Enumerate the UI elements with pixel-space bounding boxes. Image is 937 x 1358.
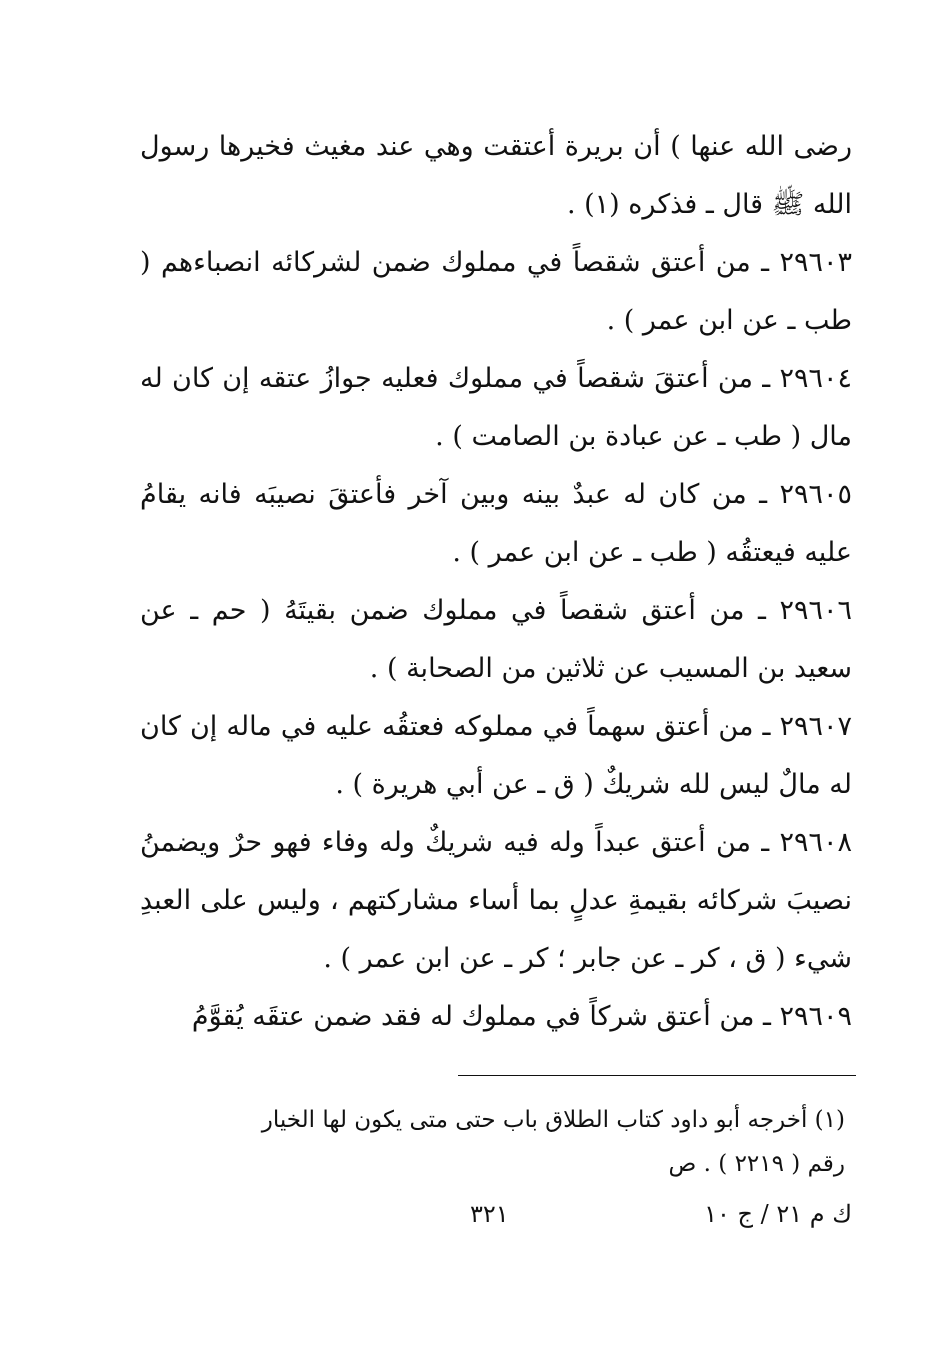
- printer-signature: ك م ٢١ / ج ١٠: [704, 1200, 852, 1228]
- footnote: [140, 1098, 845, 1186]
- hadith-29605: ٢٩٦٠٥ ـ من كان له عبدٌ بينه وبين آخر فأعتقَ نصيبَه فانه يقامُ عليه فيعتقُه ( طب ـ عن ابن عمر ) .: [140, 479, 852, 568]
- footnote-line: (١) أخرجه أبو داود كتاب الطلاق باب حتى متى يكون لها الخيار: [261, 1107, 845, 1133]
- hadith-29609: ٢٩٦٠٩ ـ من أعتق شركاً في مملوك له فقد ضمن عتقَه يُقوَّمُ: [191, 1001, 852, 1032]
- hadith-29604: ٢٩٦٠٤ ـ من أعتقَ شقصاً في مملوك فعليه جوازُ عتقه إن كان له مال ( طب ـ عن عبادة بن الصامت ) .: [140, 363, 852, 452]
- paragraph-continuation: رضى الله عنها ) أن بريرة أعتقت وهي عند مغيث فخيرها رسول الله ﷺ قال ـ فذكره (١) .: [140, 131, 852, 220]
- footnote-divider: [458, 1075, 856, 1076]
- body-text: [140, 118, 852, 1046]
- page-number: ٣٢١: [470, 1200, 509, 1228]
- page-footer: [140, 1200, 852, 1240]
- hadith-29607: ٢٩٦٠٧ ـ من أعتق سهماً في مملوكه فعتقُه عليه في ماله إن كان له مالٌ ليس لله شريكٌ ( ق ـ عن أبي هريرة ) .: [140, 711, 852, 800]
- hadith-29608: ٢٩٦٠٨ ـ من أعتق عبداً وله فيه شريكٌ وله وفاء فهو حرٌ ويضمنُ نصيبَ شركائه بقيمةِ عدلٍ بما أساء مشاركتهم ، وليس على العبدِ شيء ( ق ، كر ـ عن جابر ؛ كر ـ عن ابن عمر ) .: [140, 827, 852, 974]
- hadith-29603: ٢٩٦٠٣ ـ من أعتق شقصاً في مملوك ضمن لشركائه انصباءهم ( طب ـ عن ابن عمر ) .: [140, 247, 852, 336]
- hadith-29606: ٢٩٦٠٦ ـ من أعتق شقصاً في مملوك ضمن بقيتَهُ ( حم ـ عن سعيد بن المسيب عن ثلاثين من الصحابة ) .: [140, 595, 852, 684]
- footnote-line: رقم ( ٢٢١٩ ) . ص: [668, 1151, 845, 1177]
